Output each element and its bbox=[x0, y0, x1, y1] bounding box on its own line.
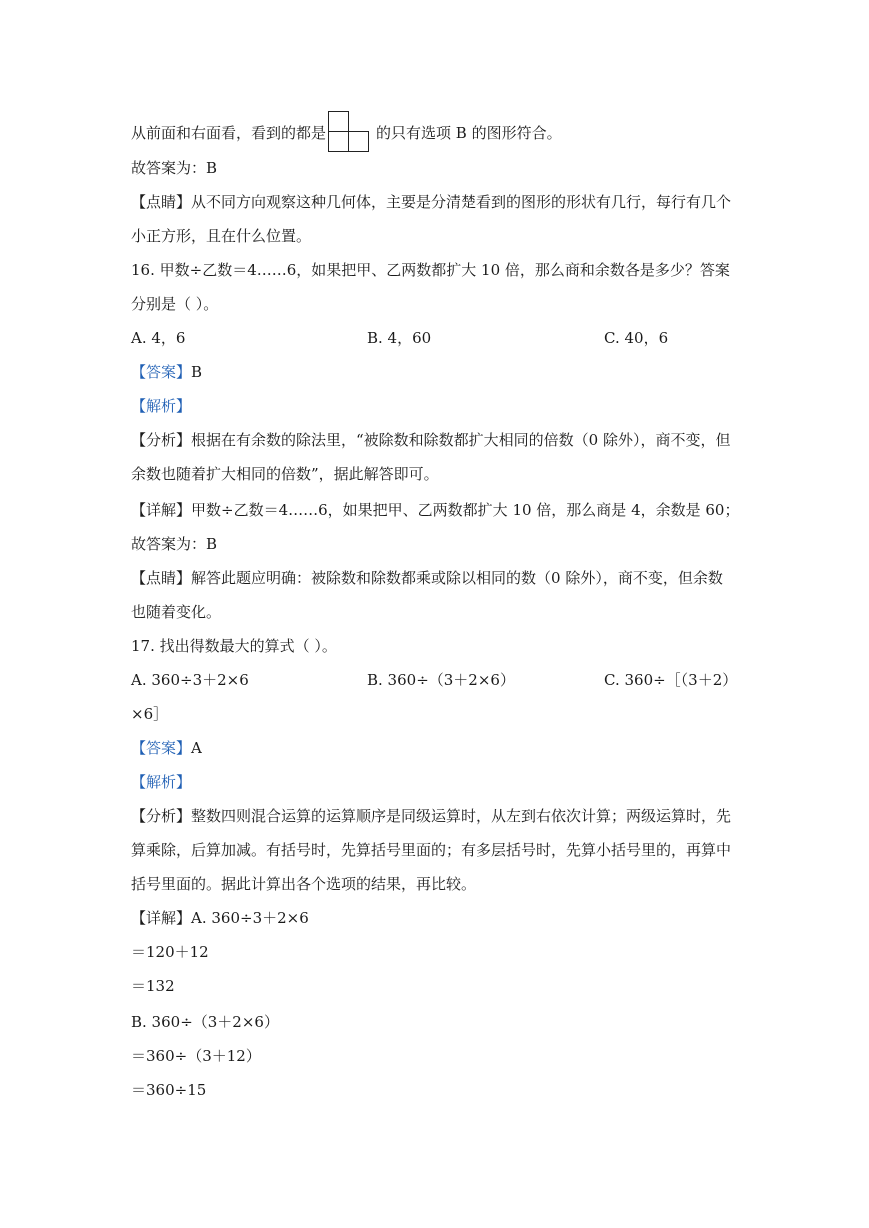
q16-option-a: A. 4，6 bbox=[131, 329, 186, 347]
q17-option-c-continuation: ×6］ bbox=[131, 705, 169, 723]
q15-text-before-shape: 从前面和右面看，看到的都是 bbox=[131, 124, 327, 142]
q15-tip-line-1 bbox=[131, 192, 731, 212]
q16-fenxi-line-2: 余数也随着扩大相同的倍数”，据此解答即可。 bbox=[131, 465, 439, 483]
q17-detail-step: ＝120＋12 bbox=[131, 943, 209, 961]
q17-detail-step: ＝132 bbox=[131, 977, 175, 995]
q16-option-c: C. 40，6 bbox=[604, 329, 669, 347]
q15-tip-text: 从不同方向观察这种几何体，主要是分清楚看到的图形的形状有几行，每行有几个 bbox=[191, 193, 732, 211]
q16-answer-line bbox=[131, 362, 202, 382]
q17-stem-line: 17. 找出得数最大的算式（ ）。 bbox=[131, 637, 337, 655]
fenxi-label: 【分析】 bbox=[131, 807, 192, 825]
tip-label: 【点睛】 bbox=[131, 193, 192, 211]
answer-tag: 【答案】 bbox=[131, 363, 192, 381]
q17-detail-step: ＝360÷15 bbox=[131, 1081, 207, 1099]
detail-label: 【详解】 bbox=[131, 909, 192, 927]
q17-detail-line bbox=[131, 908, 309, 928]
fenxi-label: 【分析】 bbox=[131, 431, 192, 449]
shape-square-top bbox=[328, 111, 349, 132]
l-shape-figure-icon bbox=[328, 111, 374, 157]
q17-option-c: C. 360÷［（3＋2） bbox=[604, 671, 738, 689]
q17-option-b: B. 360÷（3＋2×6） bbox=[367, 671, 515, 689]
q16-option-b: B. 4，60 bbox=[367, 329, 432, 347]
q17-fenxi-line-2: 算乘除，后算加减。有括号时，先算括号里面的；有多层括号时，先算小括号里的，再算中 bbox=[131, 841, 732, 859]
q15-answer-line: 故答案为：B bbox=[131, 159, 218, 177]
q17-fenxi-text: 整数四则混合运算的运算顺序是同级运算时，从左到右依次计算；两级运算时，先 bbox=[191, 807, 732, 825]
q17-answer-line bbox=[131, 738, 202, 758]
q16-tip-line-2: 也随着变化。 bbox=[131, 603, 222, 621]
q16-analysis-tag: 【解析】 bbox=[131, 397, 192, 415]
q16-detail-line bbox=[131, 500, 739, 520]
answer-tag: 【答案】 bbox=[131, 739, 192, 757]
q17-answer-value: A bbox=[191, 739, 202, 757]
q15-tip-line-2: 小正方形，且在什么位置。 bbox=[131, 227, 312, 245]
q17-option-a: A. 360÷3＋2×6 bbox=[131, 671, 249, 689]
q16-answer-statement: 故答案为：B bbox=[131, 535, 218, 553]
detail-label: 【详解】 bbox=[131, 501, 192, 519]
q17-analysis-tag: 【解析】 bbox=[131, 773, 192, 791]
q16-fenxi-text: 根据在有余数的除法里，“被除数和除数都扩大相同的倍数（0 除外），商不变，但 bbox=[191, 431, 731, 449]
q16-answer-value: B bbox=[191, 363, 203, 381]
q15-explanation-line bbox=[131, 110, 562, 157]
q16-tip-line-1 bbox=[131, 568, 723, 588]
q17-fenxi-line-3: 括号里面的。据此计算出各个选项的结果，再比较。 bbox=[131, 875, 477, 893]
q16-stem-line-1: 16. 甲数÷乙数＝4……6，如果把甲、乙两数都扩大 10 倍，那么商和余数各是多少？答案 bbox=[131, 261, 730, 279]
tip-label: 【点睛】 bbox=[131, 569, 192, 587]
q16-fenxi-line-1 bbox=[131, 430, 731, 450]
q16-detail-text: 甲数÷乙数＝4……6，如果把甲、乙两数都扩大 10 倍，那么商是 4，余数是 60； bbox=[191, 501, 740, 519]
q15-text-after-shape: 的只有选项 B 的图形符合。 bbox=[376, 124, 562, 142]
q16-tip-text: 解答此题应明确：被除数和除数都乘或除以相同的数（0 除外），商不变，但余数 bbox=[191, 569, 723, 587]
q17-detail-step: B. 360÷（3＋2×6） bbox=[131, 1013, 279, 1031]
q17-detail-step: A. 360÷3＋2×6 bbox=[191, 909, 309, 927]
shape-square-bottom-left bbox=[328, 131, 349, 152]
q17-fenxi-line-1 bbox=[131, 806, 731, 826]
q16-stem-line-2: 分别是（ ）。 bbox=[131, 295, 219, 313]
q17-detail-step: ＝360÷（3＋12） bbox=[131, 1047, 261, 1065]
shape-square-bottom-right bbox=[348, 131, 369, 152]
